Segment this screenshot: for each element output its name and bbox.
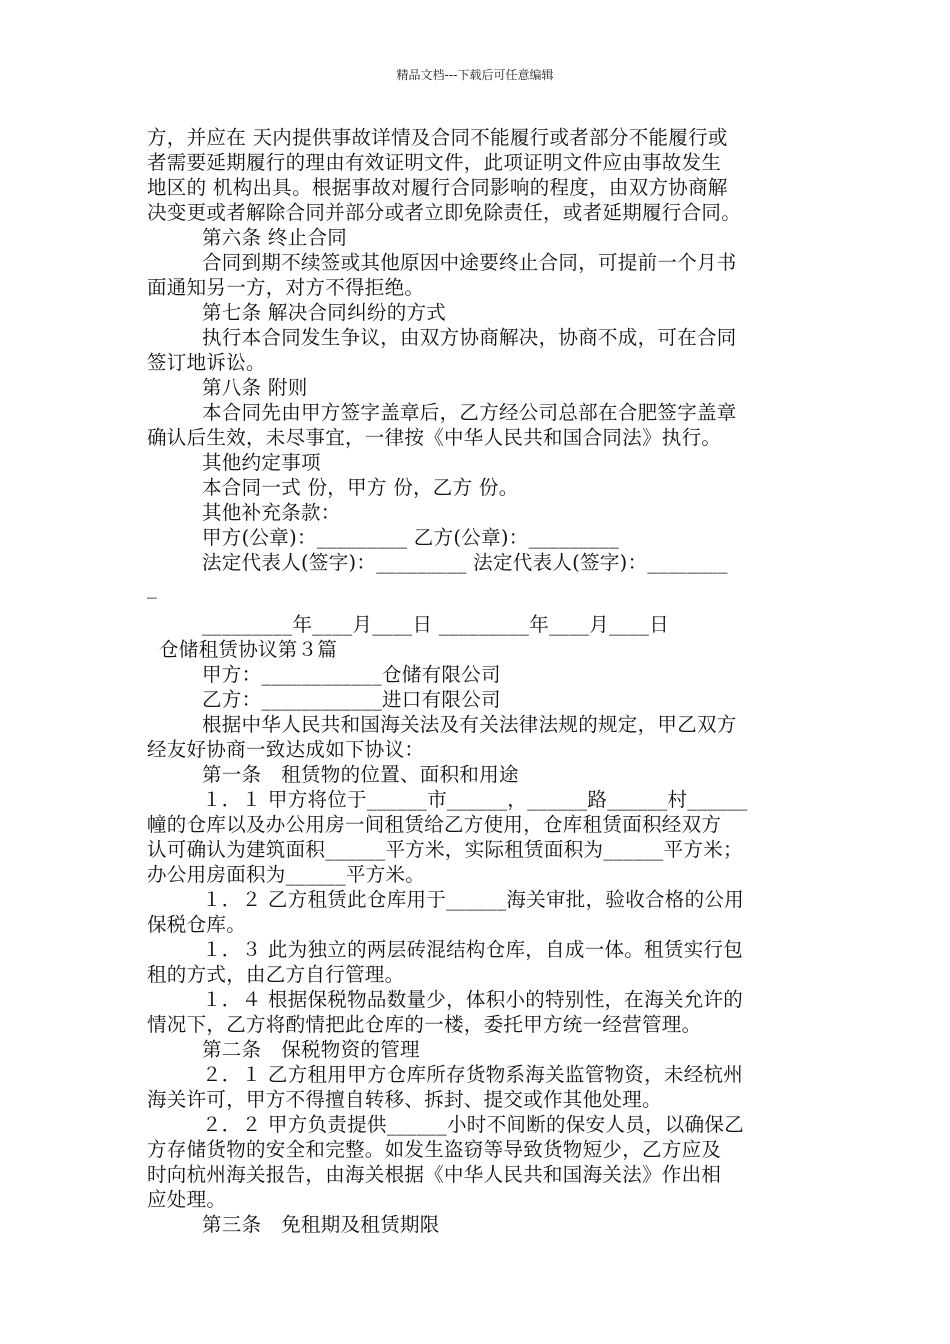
- spacer: [147, 600, 807, 612]
- text-line: 合同到期不续签或其他原因中途要终止合同，可提前一个月书: [202, 251, 737, 274]
- section-heading: 第一条 租赁物的位置、面积和用途: [202, 763, 519, 786]
- text-line: 情况下，乙方将酌情把此仓库的一楼，委托甲方统一经营管理。: [147, 1013, 702, 1036]
- text-line: 其他补充条款：: [202, 501, 341, 524]
- signature-line-representative: 法定代表人(签字)：_________ 法定代表人(签字)：________: [202, 551, 728, 574]
- section-heading: 第六条 终止合同: [202, 226, 348, 249]
- text-line: １．１ 甲方将位于______市______，______路______村______: [202, 788, 748, 811]
- text-line: 执行本合同发生争议，由双方协商解决，协商不成，可在合同: [202, 326, 737, 349]
- text-line: 方，并应在 天内提供事故详情及合同不能履行或者部分不能履行或: [147, 126, 728, 149]
- text-line: 地区的 机构出具。根据事故对履行合同影响的程度，由双方协商解: [147, 176, 728, 199]
- page-header: 精品文档---下载后可任意编辑: [396, 68, 554, 82]
- text-line: 面通知另一方，对方不得拒绝。: [147, 276, 425, 299]
- text-line: 者需要延期履行的理由有效证明文件，此项证明文件应由事故发生: [147, 151, 722, 174]
- document-title: 仓储租赁协议第３篇: [159, 638, 338, 661]
- text-line: ２．１ 乙方租用甲方仓库所存货物系海关监管物资，未经杭州: [202, 1063, 744, 1086]
- party-b-line: 乙方：____________进口有限公司: [202, 688, 501, 711]
- text-line: １．３ 此为独立的两层砖混结构仓库，自成一体。租赁实行包: [202, 938, 744, 961]
- text-line: 签订地诉讼。: [147, 351, 266, 374]
- text-line: 本合同一式 份，甲方 份，乙方 份。: [202, 476, 519, 499]
- text-line: 方存储货物的安全和完整。如发生盗窃等导致货物短少，乙方应及: [147, 1138, 722, 1161]
- text-line: 根据中华人民共和国海关法及有关法律法规的规定，甲乙双方: [202, 713, 737, 736]
- text-line: 幢的仓库以及办公用房一间租赁给乙方使用，仓库租赁面积经双方: [147, 813, 722, 836]
- text-line: 其他约定事项: [202, 451, 321, 474]
- section-heading: 第二条 保税物资的管理: [202, 1038, 420, 1061]
- text-line: 确认后生效，未尽事宜，一律按《中华人民共和国合同法》执行。: [147, 426, 722, 449]
- text-line: 本合同先由甲方签字盖章后，乙方经公司总部在合肥签字盖章: [202, 401, 737, 424]
- text-line: 决变更或者解除合同并部分或者立即免除责任，或者延期履行合同。: [147, 201, 742, 224]
- document-body: [147, 125, 807, 1237]
- signature-line-seal: 甲方(公章)：_________ 乙方(公章)：_________: [202, 526, 620, 549]
- section-heading: 第七条 解决合同纠纷的方式: [202, 301, 447, 324]
- party-a-line: 甲方：____________仓储有限公司: [202, 663, 501, 686]
- text-line: _: [147, 576, 158, 599]
- date-line: _________年____月____日 _________年____月____日: [202, 613, 669, 636]
- text-line: 海关许可，甲方不得擅自转移、拆封、提交或作其他处理。: [147, 1088, 662, 1111]
- text-line: １．４ 根据保税物品数量少，体积小的特别性，在海关允许的: [202, 988, 744, 1011]
- text-line: 应处理。: [147, 1188, 227, 1211]
- text-line: １．２ 乙方租赁此仓库用于______海关审批，验收合格的公用: [202, 888, 744, 911]
- text-line: ２．２ 甲方负责提供______小时不间断的保安人员，以确保乙: [202, 1113, 744, 1136]
- text-line: 认可确认为建筑面积______平方米，实际租赁面积为______平方米；: [147, 838, 743, 861]
- text-line: 租的方式，由乙方自行管理。: [147, 963, 405, 986]
- text-line: 办公用房面积为______平方米。: [147, 863, 426, 886]
- text-line: 经友好协商一致达成如下协议：: [147, 738, 425, 761]
- section-heading: 第八条 附则: [202, 376, 308, 399]
- section-heading: 第三条 免租期及租赁期限: [202, 1213, 440, 1236]
- text-line: 保税仓库。: [147, 913, 247, 936]
- text-line: 时向杭州海关报告，由海关根据《中华人民共和国海关法》作出相: [147, 1163, 722, 1186]
